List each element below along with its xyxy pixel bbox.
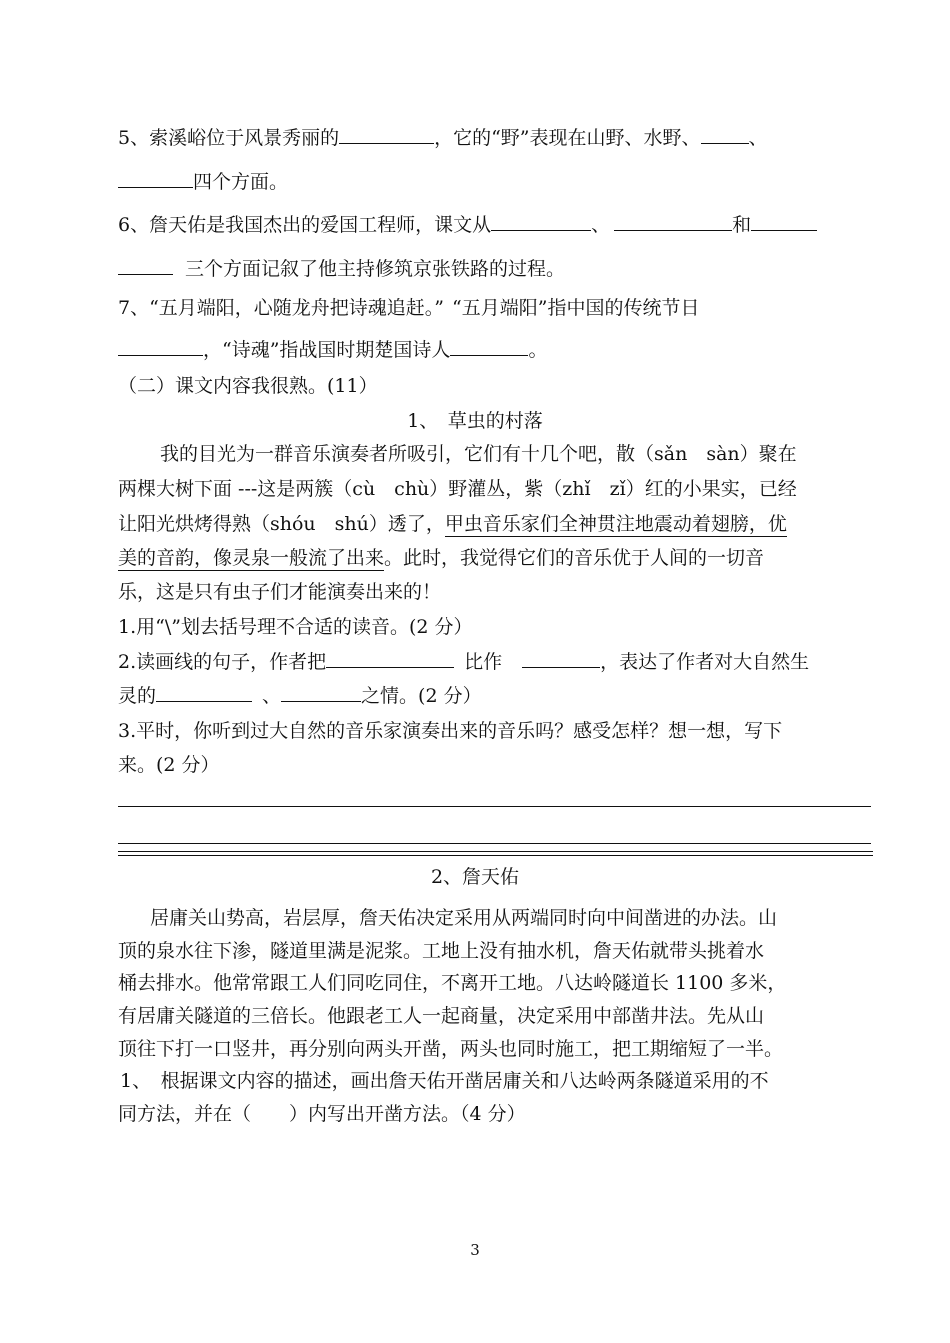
answer-blank[interactable] [118,169,193,188]
passage-2-line-1: 居庸关山势高，岩层厚，詹天佑决定采用从两端同时向中间凿进的办法。山 [150,907,778,929]
underlined-sentence: 美的音韵，像灵泉一般流了出来 [118,547,385,569]
passage-1-title: 1、 草虫的村落 [407,410,543,432]
answer-blank[interactable] [751,212,817,231]
answer-blank[interactable] [450,337,528,356]
passage-1-line-1: 我的目光为一群音乐演奏者所吸引，它们有十几个吧，散（sǎn sàn）聚在 [160,443,797,465]
answer-blank[interactable] [491,212,591,231]
passage-1-question-3-line-1: 3.平时，你听到过大自然的音乐家演奏出来的音乐吗？感受怎样？想一想，写下 [118,720,783,742]
question-5-line-2: 四个方面。 [118,169,288,195]
passage-1-line-4: 美的音韵，像灵泉一般流了出来。此时，我觉得它们的音乐优于人间的一切音 [118,547,765,569]
passage-1-question-3-line-2: 来。(2 分） [118,754,220,776]
passage-2-line-2: 顶的泉水往下渗，隧道里满是泥浆。工地上没有抽水机，詹天佑就带头挑着水 [118,940,765,962]
answer-blank[interactable] [156,683,252,702]
answer-line[interactable] [118,843,871,844]
passage-1-question-2-line-2: 灵的 、 之情。(2 分） [118,685,482,707]
passage-1-line-2: 两棵大树下面 ---这是两簇（cù chù）野灌丛，紫（zhǐ zǐ）红的小果实，已经 [118,478,797,500]
section-divider [118,855,873,856]
answer-blank[interactable] [118,337,203,356]
answer-blank[interactable] [118,256,173,275]
question-6-line-2: 三个方面记叙了他主持修筑京张铁路的过程。 [118,256,565,282]
question-6-line-1: 6、詹天佑是我国杰出的爱国工程师，课文从 、 和 [118,212,817,238]
underlined-sentence: 甲虫音乐家们全神贯注地震动着翅膀，优 [444,513,787,535]
passage-2-line-4: 有居庸关隧道的三倍长。他跟老工人一起商量，决定采用中部凿井法。先从山 [118,1005,765,1027]
answer-blank[interactable] [339,125,434,144]
answer-blank[interactable] [326,649,454,668]
passage-1-question-2-line-1: 2.读画线的句子，作者把 比作 ，表达了作者对大自然生 [118,651,810,673]
question-7-line-2: ，“诗魂”指战国时期楚国诗人 。 [118,337,547,363]
passage-2-line-5: 顶往下打一口竖井，再分别向两头开凿，两头也同时施工，把工期缩短了一半。 [118,1038,784,1060]
answer-blank[interactable] [281,683,361,702]
question-7-line-1: 7、“五月端阳，心随龙舟把诗魂追赶。” “五月端阳”指中国的传统节日 [118,297,700,319]
answer-blank[interactable] [614,212,732,231]
passage-2-question-1-line-1: 1、 根据课文内容的描述，画出詹天佑开凿居庸关和八达岭两条隧道采用的不 [120,1070,769,1092]
page-number: 3 [470,1241,480,1259]
section-divider [118,851,873,852]
passage-1-line-5: 乐，这是只有虫子们才能演奏出来的！ [118,581,442,603]
passage-2-question-1-line-2: 同方法，并在（ ）内写出开凿方法。（4 分） [118,1103,526,1125]
section-heading: （二）课文内容我很熟。(11） [118,375,378,397]
passage-1-question-1: 1.用“\”划去括号理不合适的读音。(2 分） [118,616,473,638]
answer-blank[interactable] [701,125,749,144]
passage-2-line-3: 桶去排水。他常常跟工人们同吃同住，不离开工地。八达岭隧道长 1100 多米， [118,972,787,994]
passage-1-line-3: 让阳光烘烤得熟（shóu shú）透了，甲虫音乐家们全神贯注地震动着翅膀，优 [118,513,787,535]
answer-blank[interactable] [522,649,600,668]
answer-line[interactable] [118,806,871,807]
question-5-line-1: 5、索溪峪位于风景秀丽的 ，它的“野”表现在山野、水野、 、 [118,127,768,149]
passage-2-title: 2、詹天佑 [430,866,520,888]
